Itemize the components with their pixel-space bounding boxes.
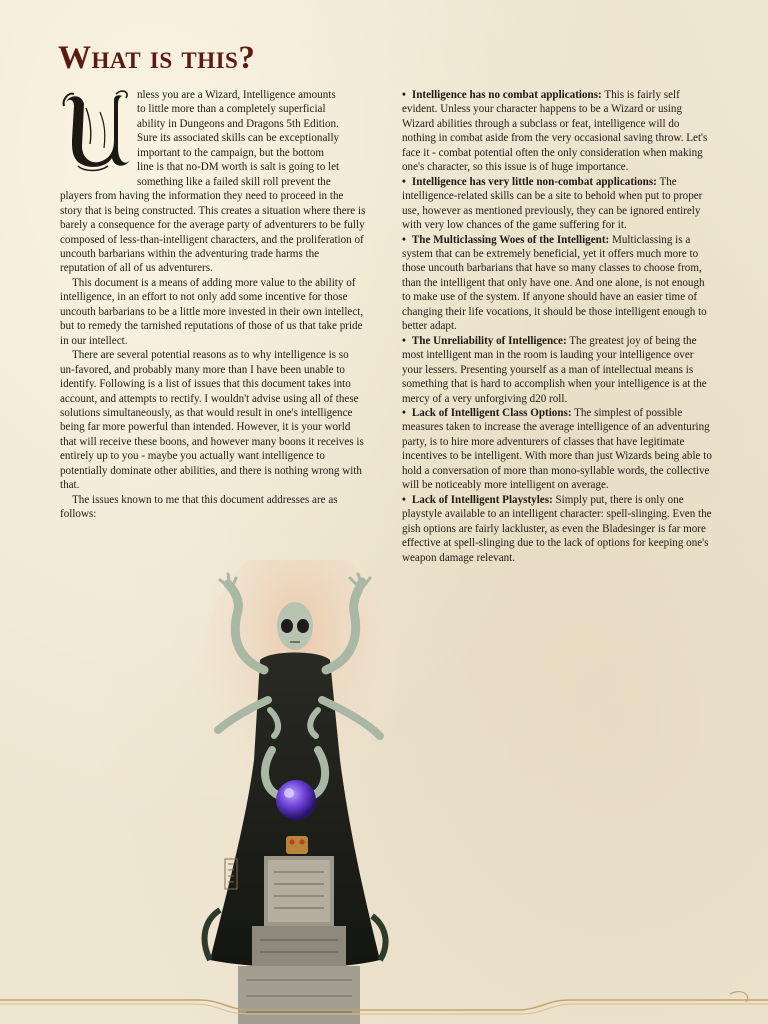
dropcap-u-icon <box>60 88 132 172</box>
body-paragraph: This document is a means of adding more value to the ability of intelligence, in an effort to not only add some incentive for those uncouth barbarians to be a little more invested in their own intellect, but to remedy the tarnished reputations of those of us that take pride in our intellect. <box>60 276 364 347</box>
dropcap-u <box>60 88 132 172</box>
issue-body: Simply put, there is only one playstyle available to an intelligent character: spell-slinging. Even the gish options are fairly lackluster, as even the Bladesinger is far more effective at spell-slinging due to the lack of options for keeping one's weapon damage relevant. <box>402 493 712 564</box>
illustration-alien-mage <box>190 560 400 1024</box>
issue-heading: Intelligence has very little non-combat applications: <box>411 175 657 188</box>
left-column <box>60 88 366 522</box>
issue-heading: Intelligence has no combat applications: <box>411 89 602 101</box>
issue-bullet <box>402 406 714 493</box>
issue-body: The greatest joy of being the most intelligent man in the room is lauding your intelligence over your lessers. Presenting yourself as a man of intellectual means is something that is hard to accomplish when your intelligence is at the mercy of a very unforgiving d20 roll. <box>402 334 707 405</box>
artist-signature-icon <box>224 858 238 890</box>
page-title: What is this? <box>58 40 256 76</box>
intro-line: ability in Dungeons and Dragons 5th Edition. <box>137 117 339 130</box>
intro-line: something like a failed skill roll prevent the <box>137 175 331 188</box>
body-paragraph: The issues known to me that this document addresses are as follows: <box>60 493 338 521</box>
issue-body: Multiclassing is a system that can be extremely beneficial, yet it offers much more to those uncouth barbarians that have so many classes to choose from, than the intelligent that only have one. And one alone, is not enough to make use of the system. If anyone should have an easier time of changing their life vocations, it should be those intelligent enough to better adapt. <box>402 233 707 333</box>
footer-ornament <box>0 988 768 1024</box>
intro-line: to little more than a completely superficial <box>137 103 326 116</box>
intro-line: line is that no-DM worth is salt is going to let <box>137 161 340 174</box>
issue-heading: Lack of Intelligent Playstyles: <box>411 493 553 506</box>
intro-line: nless you are a Wizard, Intelligence amounts <box>137 89 336 101</box>
bullet-dot: • <box>402 406 406 419</box>
issue-heading: The Unreliability of Intelligence: <box>411 334 567 347</box>
bullet-dot: • <box>402 493 406 506</box>
bullet-dot: • <box>402 175 406 188</box>
intro-line: Sure its associated skills can be exceptionally <box>137 132 340 145</box>
intro-continued: players from having the information they need to proceed in the story that is being constructed. This creates a situation where there is barely a consequence for the average party of adventurers to be fully composed of less-than-intelligent characters, and the proliferation of uncouth barbarians within the adventuring trade harms the reputation of all of us adventurers. <box>60 190 366 275</box>
issue-bullet <box>402 88 714 175</box>
alien-mage-icon <box>190 560 400 1024</box>
intro-line: important to the campaign, but the bottom <box>137 146 325 159</box>
issue-body: The simplest of possible measures taken to increase the average intelligence of an adventuring party, is to hire more adventurers of classes that have legitimate incentives to be intelligent. With more than just Wizards being able to hold a conversation of more than mono-syllable words, the collective will be noticeably more intelligent on average. <box>402 406 712 492</box>
issue-bullet <box>402 233 714 334</box>
bullet-dot: • <box>402 89 406 101</box>
issue-body: The intelligence-related skills can be a site to behold when put to proper use, however as mentioned previously, they can be ignored entirely with very low chances of the game suffering for it. <box>402 175 703 232</box>
body-paragraph: There are several potential reasons as to why intelligence is so un-favored, and probably many more than I have been unable to identify. Following is a list of issues that this document takes into account, and attempts to rectify. I wouldn't advise using all of these solutions simultaneously, as that would result in one's intelligence being far more powerful than intended. However, it is your world that will receive these boons, and however many boons it receives is entirely up to you - maybe you actually want intelligence to potentially dominate other abilities, and there is nothing wrong with that. <box>60 349 364 492</box>
intro-paragraph <box>60 88 366 276</box>
issue-body: This is fairly self evident. Unless your character happens to be a Wizard or using Wizard abilities through a subclass or feat, intelligence will do nothing in combat aside from the very occasional saving throw. Let's face it - combat potential often the only consideration when making one's character, so this issue is of huge importance. <box>402 89 708 174</box>
issue-heading: Lack of Intelligent Class Options: <box>411 406 572 419</box>
issue-bullet <box>402 493 714 565</box>
issue-bullet <box>402 175 714 233</box>
issue-bullet <box>402 334 714 406</box>
bullet-dot: • <box>402 334 406 347</box>
footer-ornament-icon <box>0 988 768 1024</box>
bullet-dot: • <box>402 233 406 246</box>
right-column <box>402 88 714 565</box>
issue-heading: The Multiclassing Woes of the Intelligent: <box>411 233 610 246</box>
